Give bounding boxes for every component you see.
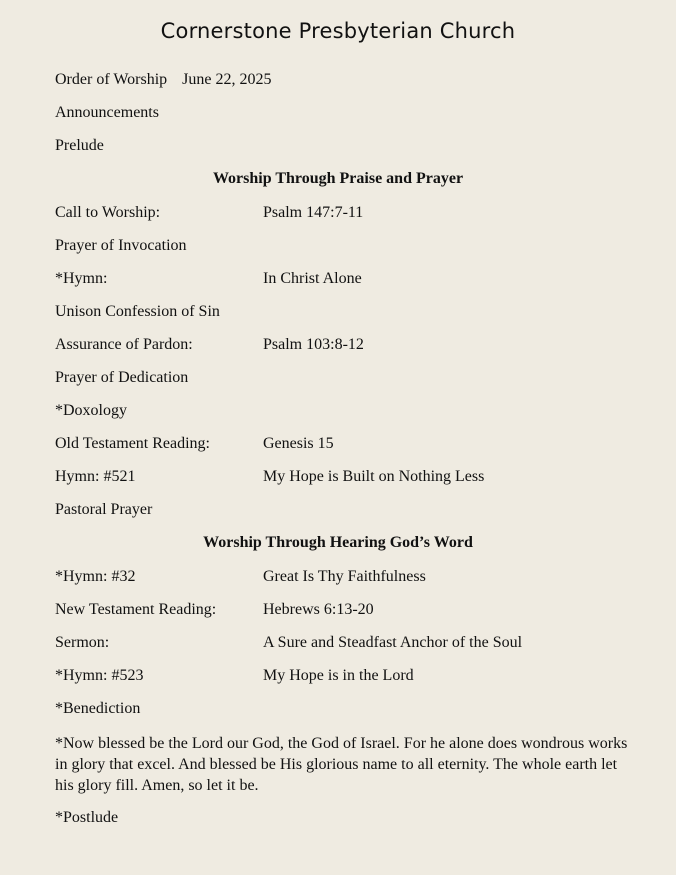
item-label: New Testament Reading: [55, 601, 217, 618]
postlude-label: *Postlude [55, 809, 119, 826]
list-item [55, 467, 485, 487]
item-label: Prelude [55, 137, 104, 154]
item-label: Sermon: [55, 634, 110, 651]
list-item [55, 699, 140, 719]
item-label: Prayer of Invocation [55, 237, 187, 254]
list-item [55, 136, 104, 156]
list-item [55, 368, 188, 388]
item-value: My Hope is in the Lord [263, 667, 414, 684]
list-item [55, 401, 127, 421]
item-label: Call to Worship: [55, 204, 161, 221]
item-value: Great Is Thy Faithfulness [263, 568, 426, 585]
list-item [55, 633, 523, 653]
item-label: *Doxology [55, 402, 127, 419]
item-label: Old Testament Reading: [55, 435, 210, 452]
item-label: *Hymn: #523 [55, 667, 144, 684]
item-value: Psalm 147:7-11 [263, 204, 364, 221]
list-item [55, 500, 152, 520]
list-item [55, 335, 364, 355]
benediction-text: *Now blessed be the Lord our God, the God of Israel. For he alone does wondrous works in glory that excel. And blessed be His glorious name to all eternity. The whole earth let his glory fill. Amen, so let it be. [55, 735, 628, 794]
section-heading-hearing-word: Worship Through Hearing God’s Word [203, 534, 473, 551]
item-value: In Christ Alone [263, 270, 362, 287]
item-label: Prayer of Dedication [55, 369, 189, 386]
list-item [55, 666, 414, 686]
list-item [55, 567, 426, 587]
item-label: *Benediction [55, 700, 141, 717]
list-item [55, 269, 362, 289]
item-value: Psalm 103:8-12 [263, 336, 364, 353]
item-label: Pastoral Prayer [55, 501, 153, 518]
item-label: Hymn: #521 [55, 468, 136, 485]
item-label: Assurance of Pardon: [55, 336, 193, 353]
item-value: My Hope is Built on Nothing Less [263, 468, 485, 485]
item-label: *Hymn: [55, 270, 108, 287]
list-item [55, 434, 334, 454]
list-item [55, 302, 220, 322]
item-label: Announcements [55, 104, 159, 121]
order-date: June 22, 2025 [182, 71, 272, 88]
page-title: Cornerstone Presbyterian Church [160, 19, 516, 43]
order-of-worship-line [55, 70, 272, 90]
item-label: *Hymn: #32 [55, 568, 136, 585]
order-label: Order of Worship [55, 71, 168, 88]
list-item [55, 236, 187, 256]
list-item [55, 103, 159, 123]
list-item [55, 203, 364, 223]
section-heading-praise-prayer: Worship Through Praise and Prayer [212, 170, 464, 187]
list-item [55, 600, 374, 620]
list-item [55, 808, 118, 828]
item-value: Hebrews 6:13-20 [263, 601, 374, 618]
item-label: Unison Confession of Sin [55, 303, 220, 320]
item-value: Genesis 15 [263, 435, 334, 452]
item-value: A Sure and Steadfast Anchor of the Soul [263, 634, 523, 651]
